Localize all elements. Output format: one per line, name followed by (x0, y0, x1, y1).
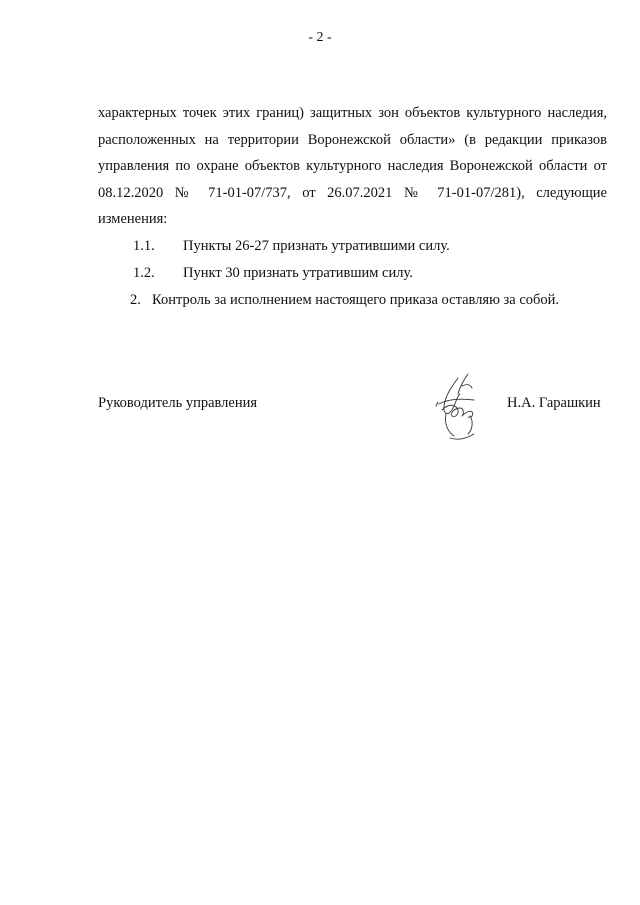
item-number: 1.1. (133, 238, 155, 254)
handwritten-signature (430, 370, 490, 448)
paragraph-line: управления по охране объектов культурного наследия Воронежской области от (98, 158, 607, 175)
item-text: Пункт 30 признать утратившим силу. (183, 265, 413, 281)
list-item (133, 260, 413, 286)
paragraph-line: расположенных на территории Воронежской области» (в редакции приказов (98, 131, 607, 148)
paragraph-line: 08.12.2020 № 71-01-07/737, от 26.07.2021 № 71-01-07/281), следующие (98, 184, 607, 201)
list-item (130, 287, 559, 313)
signer-title: Руководитель управления (98, 395, 258, 411)
page-number: - 2 - (308, 30, 332, 45)
item-number: 2. (130, 292, 141, 308)
paragraph-line: изменения: (98, 211, 168, 228)
paragraph-line: характерных точек этих границ) защитных зон объектов культурного наследия, (98, 105, 607, 121)
order-paragraph (98, 100, 607, 233)
item-text: Пункты 26-27 признать утратившими силу. (183, 238, 450, 254)
item-text: Контроль за исполнением настоящего приказа оставляю за собой. (152, 292, 560, 308)
signer-name: Н.А. Гарашкин (507, 395, 601, 411)
list-item (133, 233, 450, 259)
item-number: 1.2. (133, 265, 155, 281)
